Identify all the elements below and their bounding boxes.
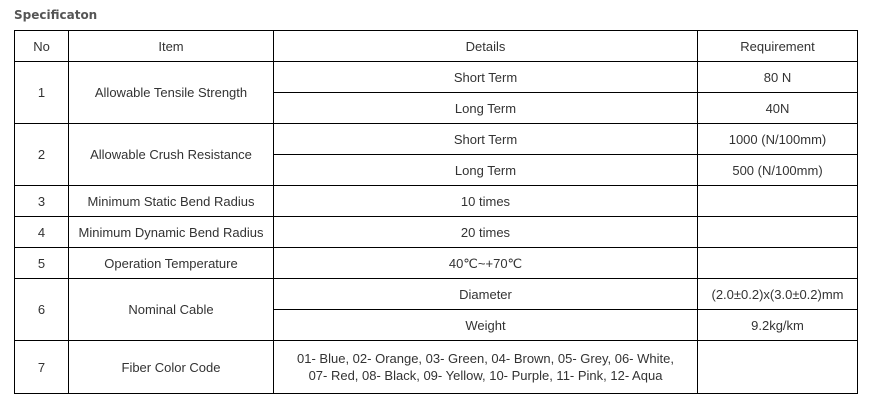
row-requirement: 80 N	[698, 62, 858, 93]
row-no: 2	[15, 124, 69, 186]
row-requirement	[698, 217, 858, 248]
row-item: Minimum Static Bend Radius	[69, 186, 274, 217]
table-row	[15, 248, 858, 279]
row-requirement	[698, 341, 858, 394]
row-requirement: 1000 (N/100mm)	[698, 124, 858, 155]
header-details: Details	[274, 31, 698, 62]
row-no: 4	[15, 217, 69, 248]
color-code-line: 01- Blue, 02- Orange, 03- Green, 04- Brown, 05- Grey, 06- White,	[297, 351, 674, 366]
row-requirement: 40N	[698, 93, 858, 124]
row-requirement: (2.0±0.2)x(3.0±0.2)mm	[698, 279, 858, 310]
header-requirement: Requirement	[698, 31, 858, 62]
row-no: 5	[15, 248, 69, 279]
row-requirement: 9.2kg/km	[698, 310, 858, 341]
table-row	[15, 341, 858, 394]
row-no: 3	[15, 186, 69, 217]
section-title: Specificaton	[14, 8, 98, 22]
row-details: Short Term	[274, 62, 698, 93]
row-item: Allowable Tensile Strength	[69, 62, 274, 124]
row-details: Long Term	[274, 93, 698, 124]
row-details: Diameter	[274, 279, 698, 310]
row-no: 6	[15, 279, 69, 341]
table-row	[15, 279, 858, 310]
row-details: 40℃~+70℃	[274, 248, 698, 279]
row-no: 1	[15, 62, 69, 124]
row-requirement	[698, 248, 858, 279]
row-item: Minimum Dynamic Bend Radius	[69, 217, 274, 248]
row-item: Fiber Color Code	[69, 341, 274, 394]
row-details: 10 times	[274, 186, 698, 217]
header-item: Item	[69, 31, 274, 62]
row-no: 7	[15, 341, 69, 394]
row-requirement: 500 (N/100mm)	[698, 155, 858, 186]
row-item: Nominal Cable	[69, 279, 274, 341]
table-row	[15, 62, 858, 93]
row-item: Operation Temperature	[69, 248, 274, 279]
table-row	[15, 124, 858, 155]
row-details: Short Term	[274, 124, 698, 155]
row-details: Weight	[274, 310, 698, 341]
row-details	[274, 341, 698, 394]
header-no: No	[15, 31, 69, 62]
table-header-row	[15, 31, 858, 62]
table-row	[15, 217, 858, 248]
row-details: Long Term	[274, 155, 698, 186]
row-requirement	[698, 186, 858, 217]
row-item: Allowable Crush Resistance	[69, 124, 274, 186]
row-details: 20 times	[274, 217, 698, 248]
color-code-line: 07- Red, 08- Black, 09- Yellow, 10- Purple, 11- Pink, 12- Aqua	[308, 368, 663, 383]
table-row	[15, 186, 858, 217]
specification-table	[14, 30, 858, 394]
